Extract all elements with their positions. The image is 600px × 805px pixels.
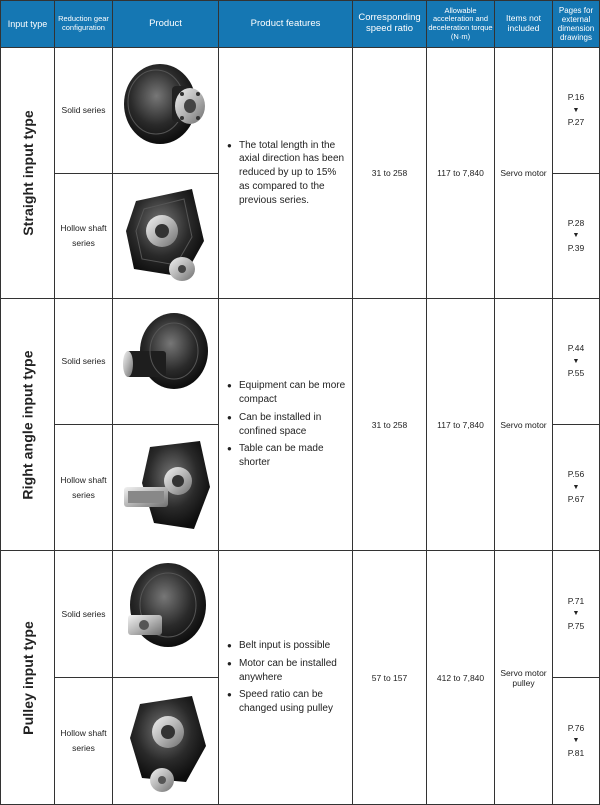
- reduction-config-cell: Hollow shaft series: [55, 678, 113, 805]
- arrow-down-icon: ▼: [572, 357, 580, 365]
- product-image-cell: [113, 174, 219, 299]
- page-start: P.56: [567, 469, 585, 480]
- features-cell: [219, 299, 353, 551]
- not-included-cell: Servo motor pulley: [495, 551, 553, 805]
- page-start: P.71: [567, 595, 585, 606]
- input-type-cell: [1, 551, 55, 805]
- table-row: [1, 551, 600, 678]
- product-image-cell: [113, 425, 219, 551]
- page-end: P.55: [567, 368, 585, 379]
- product-image-cell: [113, 551, 219, 678]
- pulley-hollow-gear-image: [120, 686, 212, 796]
- header-row: [1, 1, 600, 48]
- arrow-down-icon: ▼: [572, 232, 580, 240]
- rightangle-hollow-gear-image: [120, 433, 212, 543]
- header-product-features: Product features: [219, 1, 353, 48]
- product-image-cell: [113, 299, 219, 425]
- page-start: P.44: [567, 343, 585, 354]
- header-pages: Pages for external dimension drawings: [553, 1, 600, 48]
- product-image-cell: [113, 48, 219, 174]
- straight-solid-gear-image: [120, 56, 212, 166]
- pages-cell: [553, 678, 600, 805]
- input-type-label: Straight input type: [19, 110, 36, 236]
- feature-item: ● The total length in the axial direction has been reduced by up to 15% as compared to the previous series.: [227, 139, 346, 208]
- speed-ratio-cell: 57 to 157: [353, 551, 427, 805]
- pages-cell: [553, 551, 600, 678]
- input-type-cell: [1, 48, 55, 299]
- features-cell: [219, 48, 353, 299]
- header-items-not-included: Items not included: [495, 1, 553, 48]
- page-end: P.67: [567, 494, 585, 505]
- arrow-down-icon: ▼: [572, 106, 580, 114]
- pulley-solid-gear-image: [120, 559, 212, 669]
- speed-ratio-cell: 31 to 258: [353, 299, 427, 551]
- pages-cell: [553, 174, 600, 299]
- torque-cell: 117 to 7,840: [427, 48, 495, 299]
- page-start: P.16: [567, 92, 585, 103]
- pages-cell: [553, 425, 600, 551]
- page-end: P.39: [567, 242, 585, 253]
- torque-cell: 117 to 7,840: [427, 299, 495, 551]
- feature-item: ● Motor can be installed anywhere: [227, 657, 346, 685]
- rightangle-solid-gear-image: [120, 307, 212, 417]
- page-start: P.76: [567, 722, 585, 733]
- reduction-config-cell: Solid series: [55, 48, 113, 174]
- feature-item: ● Speed ratio can be changed using pulley: [227, 688, 346, 716]
- reduction-config-cell: Hollow shaft series: [55, 174, 113, 299]
- page-end: P.81: [567, 747, 585, 758]
- input-type-label: Pulley input type: [19, 620, 36, 735]
- straight-hollow-gear-image: [120, 181, 212, 291]
- pages-cell: [553, 48, 600, 174]
- header-reduction-gear: Reduction gear configuration: [55, 1, 113, 48]
- table-row: [1, 299, 600, 425]
- reduction-config-cell: Hollow shaft series: [55, 425, 113, 551]
- header-product: Product: [113, 1, 219, 48]
- arrow-down-icon: ▼: [572, 483, 580, 491]
- feature-item: ● Can be installed in confined space: [227, 411, 346, 439]
- reduction-config-cell: Solid series: [55, 299, 113, 425]
- torque-cell: 412 to 7,840: [427, 551, 495, 805]
- header-torque: Allowable acceleration and deceleration torque (N·m): [427, 1, 495, 48]
- header-speed-ratio: Corresponding speed ratio: [353, 1, 427, 48]
- pages-cell: [553, 299, 600, 425]
- features-cell: [219, 551, 353, 805]
- arrow-down-icon: ▼: [572, 737, 580, 745]
- input-type-cell: [1, 299, 55, 551]
- product-image-cell: [113, 678, 219, 805]
- page-end: P.27: [567, 117, 585, 128]
- page-end: P.75: [567, 620, 585, 631]
- reduction-config-cell: Solid series: [55, 551, 113, 678]
- input-type-label: Right angle input type: [19, 349, 36, 500]
- page-start: P.28: [567, 217, 585, 228]
- not-included-cell: Servo motor: [495, 299, 553, 551]
- feature-item: ● Belt input is possible: [227, 639, 346, 653]
- feature-item: ● Table can be made shorter: [227, 442, 346, 470]
- feature-item: ● Equipment can be more compact: [227, 379, 346, 407]
- not-included-cell: Servo motor: [495, 48, 553, 299]
- arrow-down-icon: ▼: [572, 610, 580, 618]
- speed-ratio-cell: 31 to 258: [353, 48, 427, 299]
- header-input-type: Input type: [1, 1, 55, 48]
- table-row: [1, 48, 600, 174]
